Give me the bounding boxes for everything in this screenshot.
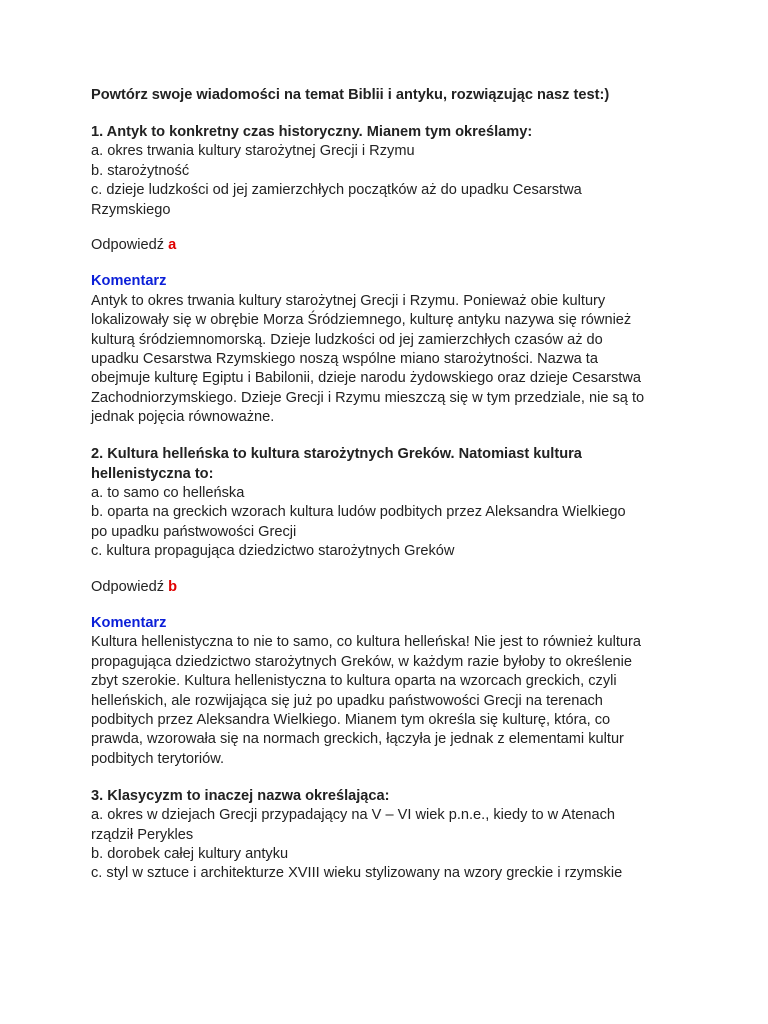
intro-heading: Powtórz swoje wiadomości na temat Biblii i antyku, rozwiązując nasz test:) xyxy=(91,87,610,103)
question-1-comment-line: Zachodniorzymskiego. Dzieje Grecji i Rzymu mieszczą się w tym przedziale, nie są to xyxy=(91,389,645,406)
question-2-text-cont: hellenistyczna to: xyxy=(91,465,214,482)
answer-label: Odpowiedź xyxy=(91,579,165,596)
question-1 xyxy=(91,123,691,428)
question-1-answer xyxy=(91,236,691,255)
question-2-comment-line: podbitych terytoriów. xyxy=(91,750,225,767)
question-2-comment-line: propagująca dziedzictwo starożytnych Greków, w każdym razie byłoby to określenie xyxy=(91,653,633,670)
question-2 xyxy=(91,445,691,769)
question-2-answer-letter: b xyxy=(168,579,177,596)
question-2-answer xyxy=(91,578,691,597)
question-1-comment-line: upadku Cesarstwa Rzymskiego noszą wspólne miano starożytności. Nazwa ta xyxy=(91,350,598,367)
question-1-comment-line: obejmuje kulturę Egiptu i Babilonii, dzieje narodu żydowskiego oraz dzieje Cesarstwa xyxy=(91,370,641,387)
question-1-comment-line: Antyk to okres trwania kultury starożytnej Grecji i Rzymu. Ponieważ obie kultury xyxy=(91,292,606,309)
question-2-option-b: b. oparta na greckich wzorach kultura ludów podbitych przez Aleksandra Wielkiego xyxy=(91,504,626,521)
question-3-option-a-cont: rządził Perykles xyxy=(91,826,194,843)
question-3-option-c: c. styl w sztuce i architekturze XVIII wieku stylizowany na wzory greckie i rzymskie xyxy=(91,865,623,882)
question-1-comment-line: lokalizowały się w obrębie Morza Śródziemnego, kulturę antyku nazywa się również xyxy=(91,312,632,329)
question-1-comment-line: jednak pojęcia równoważne. xyxy=(91,409,275,426)
question-2-option-c: c. kultura propagująca dziedzictwo starożytnych Greków xyxy=(91,543,455,560)
question-2-option-a: a. to samo co helleńska xyxy=(91,484,245,501)
question-3-option-b: b. dorobek całej kultury antyku xyxy=(91,845,289,862)
question-1-answer-letter: a xyxy=(168,237,177,254)
question-1-option-c: c. dzieje ludzkości od jej zamierzchłych początków aż do upadku Cesarstwa xyxy=(91,182,582,199)
question-2-comment-heading: Komentarz xyxy=(91,614,167,631)
question-1-comment-line: kulturą śródziemnomorską. Dzieje ludzkości od jej zamierzchłych czasów aż do xyxy=(91,331,603,348)
question-1-comment-heading: Komentarz xyxy=(91,273,167,290)
question-2-comment-line: podbitych przez Aleksandra Wielkiego. Mianem tym określa się kulturę, która, co xyxy=(91,711,611,728)
question-2-comment-line: prawda, wzorowała się na normach greckich, łączyła je jednak z elementami kultur xyxy=(91,731,624,748)
answer-label: Odpowiedź xyxy=(91,237,165,254)
question-1-option-c-cont: Rzymskiego xyxy=(91,201,171,218)
question-2-comment-line: Kultura hellenistyczna to nie to samo, co kultura helleńska! Nie jest to również kultura xyxy=(91,634,641,651)
question-1-text: 1. Antyk to konkretny czas historyczny. Mianem tym określamy: xyxy=(91,123,533,140)
question-3-text: 3. Klasycyzm to inaczej nazwa określająca: xyxy=(91,787,390,804)
question-1-option-b: b. starożytność xyxy=(91,162,190,179)
question-2-option-b-cont: po upadku państwowości Grecji xyxy=(91,523,297,540)
question-3 xyxy=(91,787,691,884)
question-1-option-a: a. okres trwania kultury starożytnej Grecji i Rzymu xyxy=(91,143,415,160)
document-page xyxy=(91,86,691,884)
question-2-comment-line: zbyt szerokie. Kultura hellenistyczna to kultura oparta na wzorcach greckich, czyli xyxy=(91,673,617,690)
question-3-option-a: a. okres w dziejach Grecji przypadający na V – VI wiek p.n.e., kiedy to w Atenach xyxy=(91,807,616,824)
question-2-comment-line: helleńskich, ale rozwijająca się już po upadku państwowości Grecji na terenach xyxy=(91,692,603,709)
question-2-text: 2. Kultura helleńska to kultura starożytnych Greków. Natomiast kultura xyxy=(91,446,582,463)
